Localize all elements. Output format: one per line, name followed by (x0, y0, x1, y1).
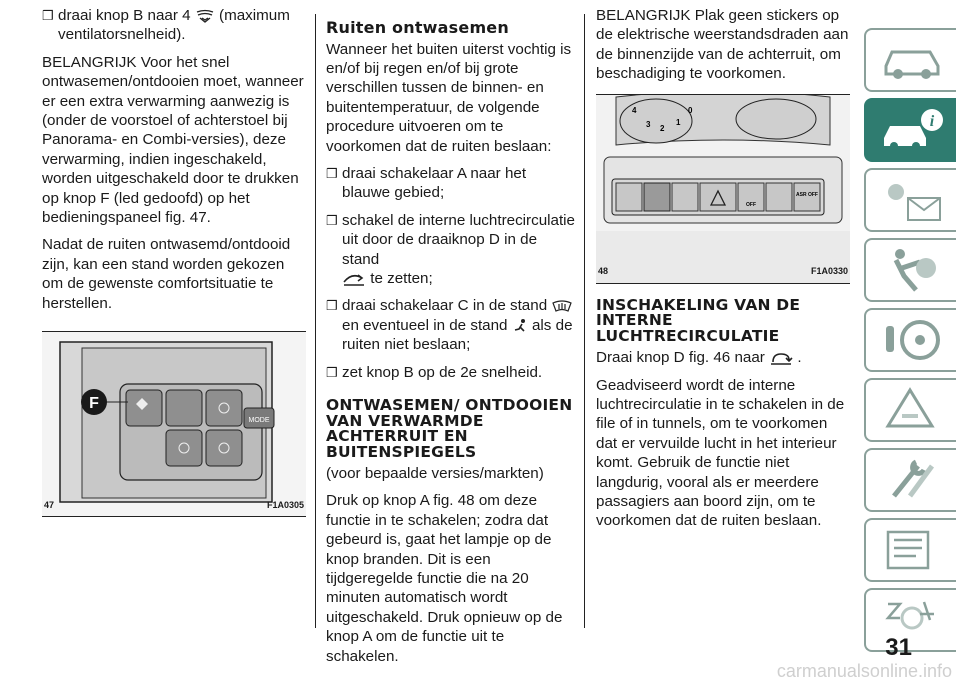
svg-text:1: 1 (676, 117, 681, 127)
svg-text:4: 4 (632, 105, 637, 115)
car-icon (880, 36, 946, 82)
paragraph: BELANGRIJK Plak geen stickers op de elektrische weerstandsdraden aan de binnenzijde van de achterruit, om beschadiging te voorkomen. (596, 7, 849, 83)
dashboard-switches-illustration (596, 95, 850, 283)
feet-windscreen-icon (512, 318, 528, 334)
bullet-item: ❒ schakel de interne luchtrecirculatie uit door de draaiknop D in de stand te zetten; (326, 211, 575, 287)
column-divider (584, 14, 585, 628)
fan-max-icon (195, 9, 215, 23)
tab-steering[interactable] (864, 308, 956, 372)
column-divider (315, 14, 316, 628)
paragraph: Wanneer het buiten uiterst vochtig is en/of bij regen en/of bij grote verschillen tussen de binnen- en buitentemperatuur, de volgende procedure uitvoeren om te voorkomen dat de ruiten beslaan: (326, 40, 572, 155)
svg-text:0: 0 (688, 105, 693, 115)
svg-text:3: 3 (646, 119, 651, 129)
chapter-tabs (864, 28, 956, 658)
svg-text:2: 2 (660, 123, 665, 133)
subnote: (voor bepaalde versies/markten) (326, 465, 544, 482)
control-panel-illustration (42, 332, 306, 516)
svg-text:i: i (929, 113, 935, 130)
tab-warning-lights[interactable] (864, 168, 956, 232)
section-heading: Ruiten ontwasemen (326, 18, 509, 37)
tab-breakdown[interactable] (864, 378, 956, 442)
page-number: 31 (885, 634, 912, 661)
paragraph: Nadat de ruiten ontwasemd/ontdooid zijn, kan een stand worden gekozen om de gewenste comfortsituatie te herstellen. (42, 236, 291, 312)
figure-48 (596, 94, 850, 284)
callout-f: F (89, 395, 99, 413)
paragraph: Druk op knop A fig. 48 om deze functie in te schakelen; zodra dat gebeurd is, gaat het lampje op de knop branden. Dit is een tijdgeregelde functie die na 20 minuten automatisch wordt uitgeschakeld. Druk opnieuw op de knop A om de functie uit te schakelen. (326, 492, 563, 665)
windscreen-defrost-icon (551, 299, 573, 313)
car-info-icon (880, 106, 946, 152)
figure-caption: 47 F1A0305 (44, 499, 304, 510)
svg-text:OFF: OFF (746, 201, 756, 208)
section-heading: INSCHAKELING VAN DE INTERNE LUCHTRECIRCULATIE (596, 295, 801, 345)
figure-47 (42, 331, 306, 517)
section-heading: ONTWASEMEN/ ONTDOOIEN VAN VERWARMDE ACHTERRUIT EN BUITENSPIEGELS (326, 396, 573, 461)
bullet-item: ❒ zet knop B op de 2e snelheid. (326, 363, 543, 381)
column-3 (596, 6, 852, 539)
paragraph: Draai knop D fig. 46 naar . (596, 349, 802, 367)
recirculation-off-icon (342, 272, 366, 286)
bullet-item: ❒ draai schakelaar A naar het blauwe gebied; (326, 164, 527, 202)
maintenance-icon (880, 456, 946, 502)
tab-specifications[interactable] (864, 518, 956, 582)
tab-maintenance[interactable] (864, 448, 956, 512)
column-2 (326, 6, 576, 674)
airbag-icon (880, 246, 946, 292)
tab-airbag[interactable] (864, 238, 956, 302)
breakdown-icon (880, 386, 946, 432)
svg-text:ASR OFF: ASR OFF (796, 191, 818, 198)
bullet-item: ❒ draai schakelaar C in de stand en eventueel in de stand als de ruiten niet beslaan; (326, 297, 573, 354)
column-1 (42, 6, 304, 517)
figure-caption: 48 F1A0330 (598, 266, 848, 277)
paragraph: Geadviseerd wordt de interne luchtrecirculatie in te schakelen in de file of in tunnels, om te voorkomen dat er vervuilde lucht in het interieur komt. Gebruik de functie niet langdurig, vooral als er meerdere passagiers aan boord zijn, om te voorkomen dat de ruiten beslaan. (596, 376, 845, 530)
mode-label: MODE (248, 417, 270, 425)
paragraph: BELANGRIJK Voor het snel ontwasemen/ontdooien moet, wanneer er een extra verwarming aanwezig is (onder de voorstoel of achterstoel bij Panorama- en Combi-versies), deze verwarming, indien ingeschakeld, worden uitgeschakeld door te drukken op knop F (led gedoofd) op het bedieningspaneel fig. 47. (42, 53, 304, 227)
tab-car[interactable] (864, 28, 956, 92)
steering-wheel-icon (880, 316, 946, 362)
footer-watermark: carmanualsonline.info (776, 661, 952, 681)
recirculation-on-icon (769, 351, 793, 365)
specifications-icon (880, 526, 946, 572)
bullet-item: ❒ draai knop B naar 4 (maximum ventilatorsnelheid). (42, 7, 290, 44)
warning-lights-icon (880, 176, 946, 222)
tab-car-info[interactable] (864, 98, 956, 162)
